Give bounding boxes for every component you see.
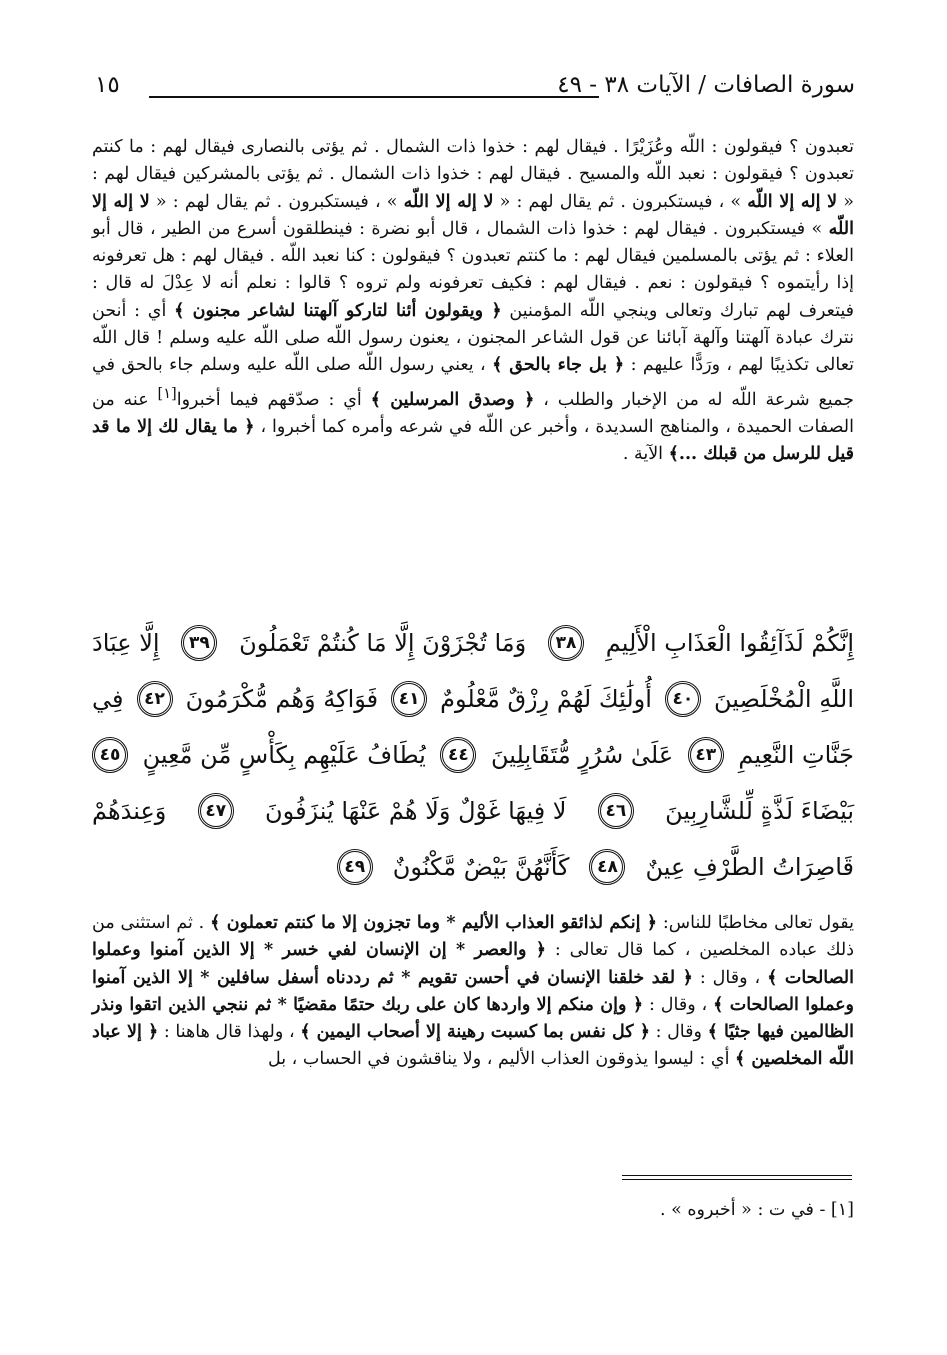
verse-text: جَنَّاتِ النَّعِيمِ [738,741,854,769]
text-run: ، ولهذا قال هاهنا : [158,1022,301,1043]
ayah-number-marker: ٤٧ [198,793,234,829]
quran-line [92,671,854,727]
verse-text: إِلَّا عِبَادَ [92,629,160,657]
ayah-number-marker: ٤٤ [440,737,476,773]
text-run: تعبدون ؟ فيقولون : اللّه وعُزَيْرًا . فيقال لهم : خذوا ذات الشمال . ثم يؤتى بالنصارى فيقال لهم : ما كنتم تعبدون ؟ فيقولون : نعبد اللّه والمسيح . فيقال لهم : خذوا ذات الشمال . ثم يؤتى بالمشركين فيقال لهم : « [92,137,854,212]
ayah-number-marker: ٣٩ [181,625,217,661]
ayah-number-marker: ٤٠ [665,681,701,717]
verse-text: وَمَا تُجْزَوْنَ إِلَّا مَا كُنتُمْ تَعْمَلُونَ [239,629,527,657]
commentary-block-2 [92,910,854,1165]
text-run: يقول تعالى مخاطبًا للناس: [657,913,854,933]
quran-quote: ﴿ وصدق المرسلين ﴾ [370,389,535,410]
footnote-reference: [١] [157,384,177,402]
page-header [95,72,855,112]
bold-phrase: لا إله إلا اللّه [747,191,838,212]
page-number: ١٥ [95,72,120,98]
ayah-number-marker: ٤٣ [688,737,724,773]
quran-quote: ﴿ بل جاء بالحق ﴾ [492,355,625,376]
verse-text: اللَّهِ الْمُخْلَصِينَ [713,685,854,713]
bold-phrase: لا إله إلا اللّه [92,191,854,239]
text-run: وقال : [649,1022,708,1043]
commentary-paragraph [92,134,854,468]
quran-quote: ﴿ إلا عباد اللّه المخلصين ﴾ [92,1022,854,1070]
verse-text: بَيْضَاءَ لَذَّةٍ لِّلشَّارِبِينَ [665,797,854,825]
ayah-number-marker: ٤٩ [337,849,373,885]
quran-quote: ﴿ كل نفس بما كسبت رهينة إلا أصحاب اليمين ﴾ [300,1022,650,1043]
text-run: ، وقال : [692,967,768,988]
text-run: » ، فيستكبرون . ثم يقال لهم : « [149,191,404,212]
ayah-number-marker: ٤٨ [589,849,625,885]
verse-text: فِي [92,685,124,713]
bold-phrase: لا إله إلا اللّه [403,191,494,212]
quran-line [92,783,854,839]
ayah-number-marker: ٤٦ [598,793,634,829]
text-run: الآية . [622,444,669,465]
verse-text: فَوَاكِهُ وَهُم مُّكْرَمُونَ [185,685,379,713]
quran-quote: ﴿ ما يقال لك إلا ما قد قيل للرسل من قبلك ...﴾ [92,416,854,465]
header-rule [149,96,599,98]
verse-text: لَا فِيهَا غَوْلٌ وَلَا هُمْ عَنْهَا يُنزَفُونَ [265,797,567,825]
quran-quote: ﴿ والعصر * إن الإنسان لفي خسر * إلا الذين آمنوا وعملوا الصالحات ﴾ [92,940,854,988]
ayah-number-marker: ٤٥ [92,737,128,773]
verse-text: كَأَنَّهُنَّ بَيْضٌ مَّكْنُونٌ [392,853,570,881]
quran-quote: ﴿ لقد خلقنا الإنسان في أحسن تقويم * ثم رددناه أسفل سافلين * إلا الذين آمنوا وعملوا الصالحات ﴾ [92,967,854,1015]
verse-text: قَاصِرَاتُ الطَّرْفِ عِينٌ [645,853,854,881]
text-run: أي : ليسوا يذوقون العذاب الأليم ، ولا يناقشون في الحساب ، بل [268,1049,735,1070]
verse-text: يُطَافُ عَلَيْهِم بِكَأْسٍ مِّن مَّعِينٍ [142,741,426,769]
commentary-paragraph [92,910,854,1074]
text-run: أي : أنحن نترك عبادة آلهتنا وآلهة آبائنا عن قول الشاعر المجنون ، يعنون رسول اللّه صلى اللّه عليه وسلم ! قال اللّه تعالى تكذيبًا لهم ، ورَدًّا عليهم : [92,300,855,376]
quran-quote: ﴿ إنكم لذائقو العذاب الأليم * وما تجزون إلا ما كنتم تعملون ﴾ [210,913,658,933]
footnote-rule [622,1175,852,1176]
verse-text: عَلَىٰ سُرُرٍ مُّتَقَابِلِينَ [491,741,674,769]
ayah-number-marker: ٤١ [391,681,427,717]
quran-line [92,727,854,783]
commentary-block-1 [92,134,854,604]
quran-quote: ﴿ ويقولون أئنا لتاركو آلهتنا لشاعر مجنون ﴾ [174,300,502,321]
footnote: [١] - في ت : « أخبروه » . [659,1200,854,1220]
text-run: . ثم استثنى من ذلك عباده المخلصين ، كما قال تعالى : [92,913,854,961]
ayah-number-marker: ٣٨ [548,625,584,661]
ayah-number-marker: ٤٢ [137,681,173,717]
quran-line [92,615,854,671]
verse-text: وَعِندَهُمْ [92,797,167,825]
verse-text: أُولَٰئِكَ لَهُمْ رِزْقٌ مَّعْلُومٌ [440,685,652,713]
text-run: ، وقال : [643,994,714,1015]
text-run: عنه من الصفات الحميدة ، والمناهج السديدة ، وأخبر عن اللّه في شرعه وأمره كما أخبروا ، [92,389,855,437]
text-run: أي : صدّقهم فيما أخبروا [176,389,371,410]
running-head: سورة الصافات / الآيات ٣٨ - ٤٩ [557,72,855,98]
text-run: » ، فيستكبرون . ثم يقال لهم : « [493,191,748,212]
quran-line [92,839,854,895]
footnote-rule [622,1179,852,1180]
text-run: ، يعني رسول اللّه صلى اللّه عليه وسلم جاء بالحق في جميع شرعة اللّه له من الإخبار والطلب ، [92,355,854,410]
verse-text: إِنَّكُمْ لَذَآئِقُوا الْعَذَابِ الْأَلِيمِ [605,629,854,657]
text-run: » فيستكبرون . فيقال لهم : خذوا ذات الشمال ، قال أبو نضرة : فينطلقون أسرع من الطير ، قال أبو العلاء : ثم يؤتى بالمسلمين فيقال لهم : ما كنتم تعبدون ؟ فيقولون : كنا نعبد اللّه . فيقال لهم : هل تعرفونه إذا رأيتموه ؟ فيقولون : نعم . فيقال لهم : فكيف تعرفونه ولم تروه ؟ قالوا : نعلم أنه لا عِدْلَ له قال : فيتعرف لهم تبارك وتعالى وينجي اللّه المؤمنين [92,218,855,321]
quran-quote: ﴿ وإن منكم إلا واردها كان على ربك حتمًا مقضيًا * ثم ننجي الذين اتقوا ونذر الظالمين فيها جثيًا ﴾ [92,994,854,1043]
quran-verses-block [92,615,854,895]
